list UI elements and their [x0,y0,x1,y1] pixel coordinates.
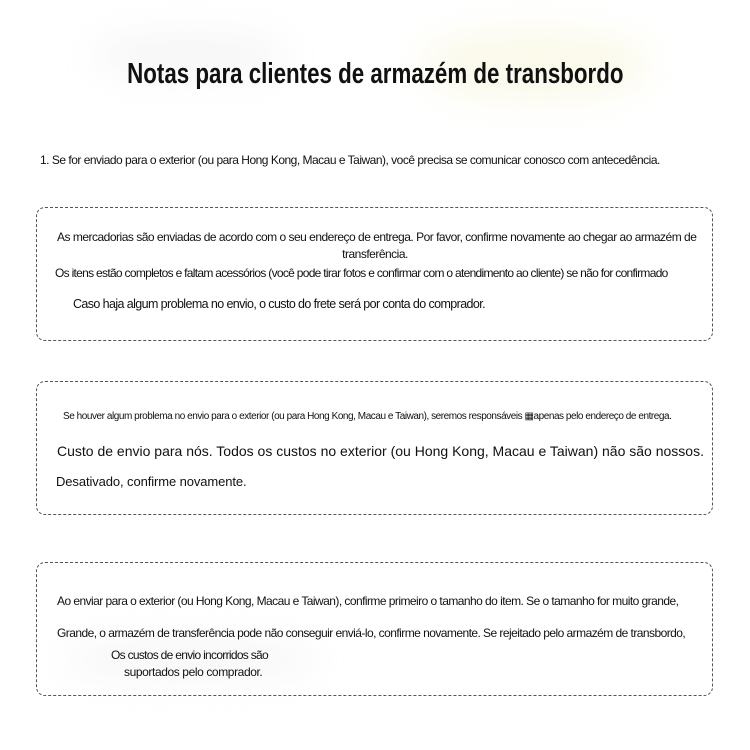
box1-line2: transferência. [342,247,408,261]
intro-note: 1. Se for enviado para o exterior (ou para Hong Kong, Macau e Taiwan), você precisa se comunicar conosco com antecedência. [40,153,660,167]
box2-line2: Custo de envio para nós. Todos os custos no exterior (ou Hong Kong, Macau e Taiwan) não são nossos. [57,443,704,459]
title-container [0,55,750,98]
box2-line3: Desativado, confirme novamente. [56,474,247,489]
box3-line2: Grande, o armazém de transferência pode não conseguir enviá-lo, confirme novamente. Se rejeitado pelo armazém de transbordo, [57,626,686,640]
box3-line3: Os custos de envio incorridos são [111,648,268,662]
box3-line4: suportados pelo comprador. [124,665,263,679]
box1-line1: As mercadorias são enviadas de acordo com o seu endereço de entrega. Por favor, confirme novamente ao chegar ao armazém de [57,230,697,244]
page-title: Notas para clientes de armazém de transbordo [126,58,624,90]
box3-line1: Ao enviar para o exterior (ou Hong Kong, Macau e Taiwan), confirme primeiro o tamanho do item. Se o tamanho for muito grande, [57,594,679,608]
box2-line1: Se houver algum problema no envio para o exterior (ou para Hong Kong, Macau e Taiwan), seremos responsáveis ▦apenas pelo endereço de entrega. [63,411,672,422]
box1-line3: Os itens estão completos e faltam acessórios (você pode tirar fotos e confirmar com o atendimento ao cliente) se não for confirmado [55,266,668,280]
box1-line4: Caso haja algum problema no envio, o custo do frete será por conta do comprador. [73,297,485,311]
